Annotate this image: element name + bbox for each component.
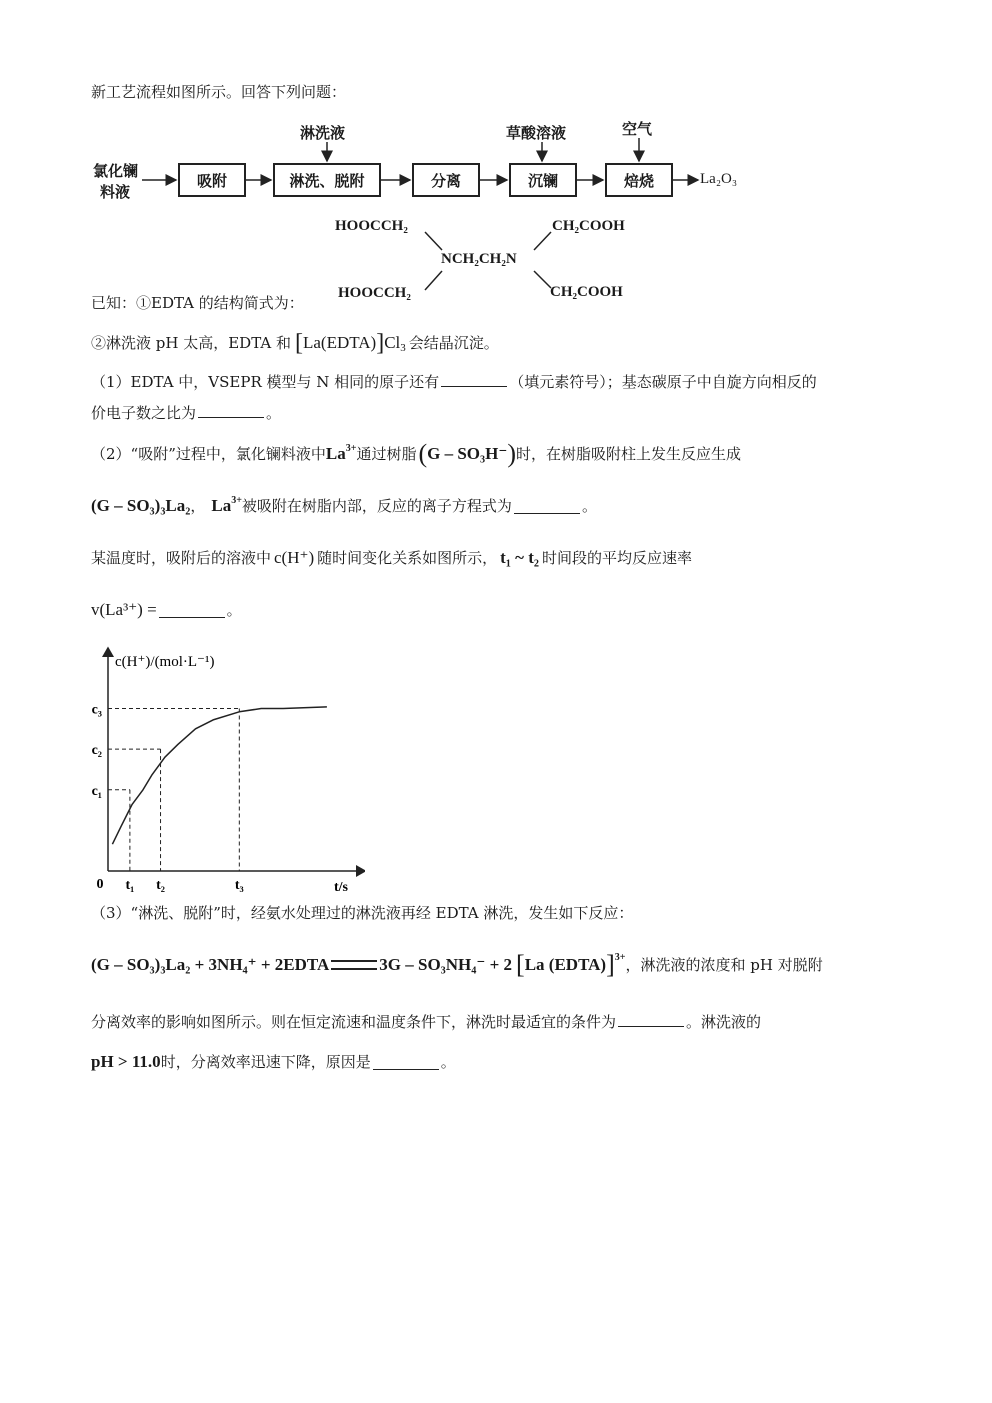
- q3-bracket-right: ]: [606, 950, 615, 979]
- q3-line1: （3）“淋洗、脱附”时，经氨水处理过的淋洗液再经 EDTA 淋洗，发生如下反应：: [91, 904, 634, 922]
- q2-blank-1: [514, 499, 580, 514]
- q3-blank-2: [373, 1055, 439, 1070]
- q3-text-c: 分离效率的影响如图所示。则在恒定流速和温度条件下，淋洗时最适宜的条件为: [91, 1013, 617, 1031]
- x-tick-label: t₂: [156, 878, 165, 893]
- flow-product: La₂O₃: [700, 171, 738, 187]
- known-2: [91, 328, 499, 358]
- q2-text-e: 被吸附在树脂内部，反应的离子方程式为: [241, 497, 512, 515]
- y-axis-label: c(H⁺)/(mol·L⁻¹): [115, 654, 215, 670]
- x-tick-label: t₃: [234, 878, 244, 893]
- q1-text-c: 价电子数之比为: [91, 404, 197, 422]
- q3-text-d: 。淋洗液的: [686, 1013, 762, 1031]
- q2-product: (G – SO₃)₃La₂: [91, 496, 191, 515]
- q3-line4: [91, 1052, 456, 1072]
- edta-bonds: [0, 0, 992, 310]
- edta-bottom-left: HOOCCH₂: [338, 285, 411, 301]
- known-2-a: ②淋洗液 pH 太高，EDTA 和: [91, 334, 291, 352]
- q3-line3: [91, 1012, 761, 1032]
- edta-top-left: HOOCCH₂: [335, 218, 408, 234]
- flow-box-roast: 焙烧: [605, 163, 673, 197]
- bracket-left: [: [294, 330, 303, 356]
- q2-text-c: 时，在树脂吸附柱上发生反应生成: [516, 445, 742, 463]
- q2-text-h: 随时间变化关系如图所示，: [317, 549, 498, 567]
- known-2-b: 会结晶沉淀。: [408, 334, 499, 352]
- x-axis-label: t/s: [334, 880, 348, 895]
- flow-box-adsorb: 吸附: [178, 163, 246, 197]
- edta-bottom-right: CH₂COOH: [550, 284, 623, 300]
- q2-blank-2: [159, 603, 225, 618]
- known-2-complex: La(EDTA): [302, 333, 377, 352]
- q2-text-i: 时间段的平均反应速率: [542, 549, 693, 567]
- flow-box-elute: 淋洗、脱附: [273, 163, 381, 197]
- q3-ph: pH > 11.0: [91, 1052, 161, 1071]
- q2-line3: [91, 548, 692, 568]
- q3-blank-1: [618, 1012, 684, 1027]
- q1-blank-2: [198, 403, 264, 418]
- q2-la-sup: 3+: [345, 443, 357, 454]
- concentration-time-chart: [85, 640, 365, 895]
- q1-line2: [91, 403, 281, 423]
- q3-eq-sup: 3+: [614, 952, 626, 963]
- known-1: 已知：①EDTA 的结构简式为：: [91, 294, 304, 312]
- q2-resin: G – SO₃H⁻: [427, 444, 508, 463]
- q3-eq-complex: La (EDTA): [524, 955, 607, 974]
- q1-text-a: （1）EDTA 中，VSEPR 模型与 N 相同的原子还有: [91, 373, 440, 391]
- q2-text-g: 某温度时，吸附后的溶液中: [91, 549, 272, 567]
- q1-line1: [91, 372, 817, 392]
- q3-text-b: ，淋洗液的浓度和 pH 对脱附: [625, 956, 823, 974]
- flow-box-separate: 分离: [412, 163, 480, 197]
- q3-text-e: 时，分离效率迅速下降，原因是: [160, 1053, 371, 1071]
- q3-bracket-left: [: [516, 950, 525, 979]
- q2-text-b: 通过树脂: [356, 445, 417, 463]
- q2-line4: [91, 600, 242, 620]
- paren-right: ): [507, 439, 516, 468]
- intro-text: 新工艺流程如图所示。回答下列问题：: [91, 83, 347, 101]
- q2-line1: [91, 439, 742, 468]
- known-2-cl: Cl: [384, 333, 401, 352]
- x-tick-label: t₁: [125, 878, 135, 893]
- q3-eq-sign: [331, 960, 377, 970]
- q3-eq-right: 3G – SO₃NH₄⁻ + 2: [379, 955, 513, 974]
- q2-text-a: （2）“吸附”过程中，氯化镧料液中: [91, 445, 326, 463]
- q3-eq-left: (G – SO₃)₃La₂ + 3NH₄⁺ + 2EDTA: [91, 955, 330, 974]
- q2-la: La: [325, 444, 346, 463]
- y-tick-label: c₁: [91, 783, 102, 799]
- edta-top-right: CH₂COOH: [552, 218, 625, 234]
- flow-input-air: 空气: [622, 120, 653, 138]
- q2-text-f: 。: [581, 497, 597, 515]
- q3-text-f: 。: [440, 1053, 456, 1071]
- q2-t-range: t₁ ~ t₂: [500, 548, 540, 567]
- q1-blank-1: [441, 372, 507, 387]
- q2-text-j: 。: [226, 601, 242, 619]
- concentration-curve: [112, 707, 327, 844]
- known-2-cl-sub: 3: [400, 342, 406, 354]
- paren-left: (: [418, 439, 428, 468]
- flow-start-line2: 料液: [100, 183, 131, 201]
- origin-label: 0: [96, 877, 104, 892]
- q1-text-d: 。: [266, 404, 282, 422]
- y-tick-label: c₂: [91, 743, 102, 759]
- flow-box-precipitate: 沉镧: [509, 163, 577, 197]
- q2-line2: [91, 496, 597, 516]
- q2-ch: c(H⁺): [274, 548, 315, 567]
- q3-equation-line: [91, 950, 823, 979]
- q1-text-b: （填元素符号）；基态碳原子中自旋方向相反的: [509, 373, 817, 391]
- flow-input-eluent: 淋洗液: [300, 124, 346, 142]
- edta-center: NCH₂CH₂N: [441, 251, 517, 267]
- bracket-right: ]: [376, 330, 385, 356]
- q2-rate: v(La³⁺) =: [91, 600, 157, 619]
- q2-la-2-sup: 3+: [231, 495, 242, 506]
- flow-input-oxalic: 草酸溶液: [506, 124, 567, 142]
- y-tick-label: c₃: [91, 702, 102, 718]
- flow-start-line1: 氯化镧: [93, 162, 139, 180]
- q2-text-d: ，: [190, 497, 206, 515]
- q2-la-2: La: [211, 496, 232, 515]
